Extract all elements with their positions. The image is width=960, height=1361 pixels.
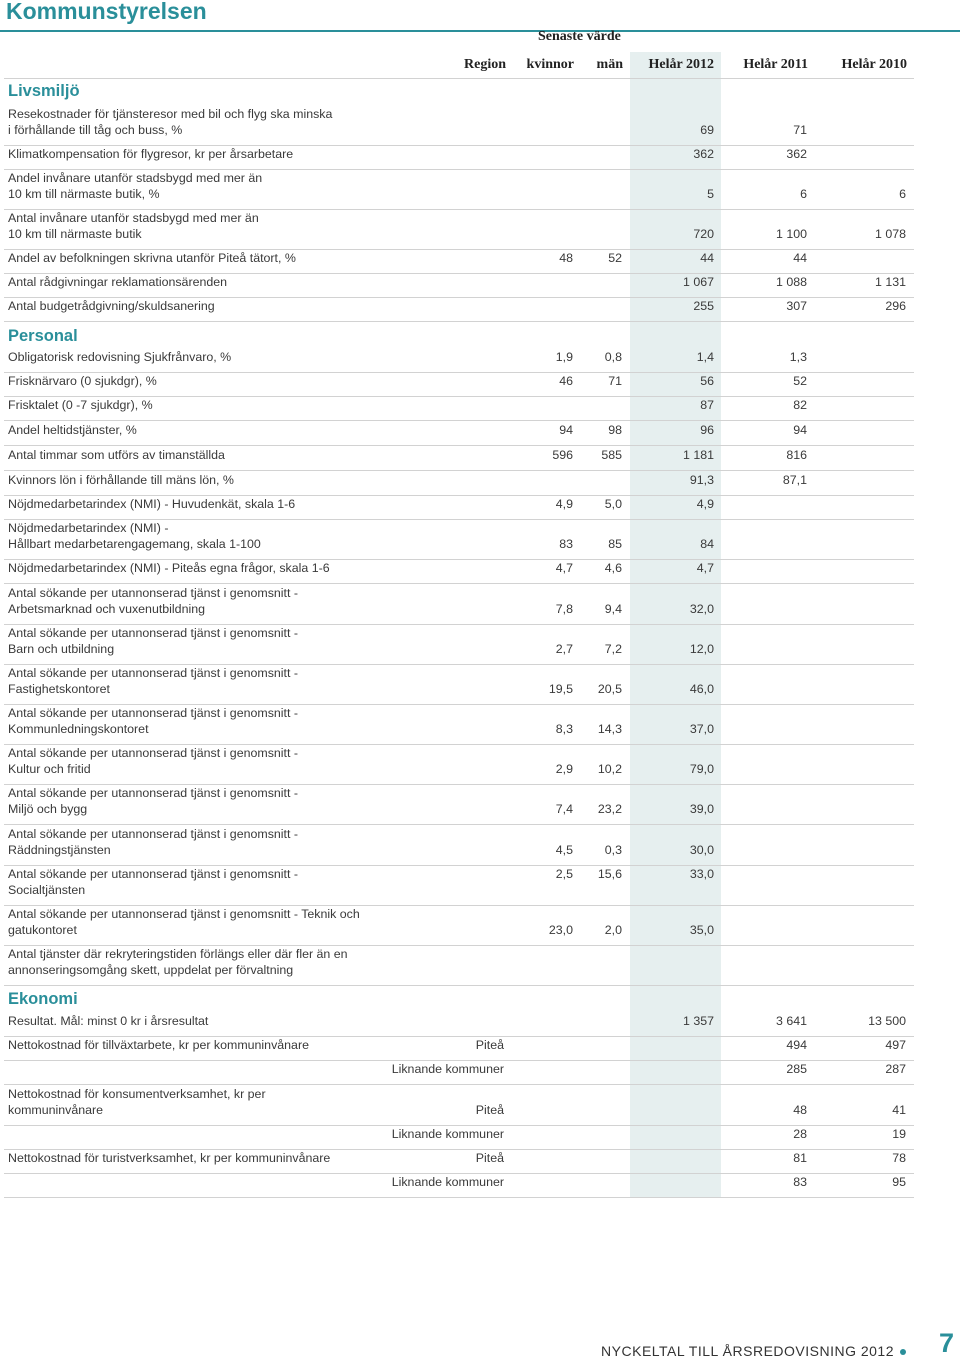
cell-h12: 30,0 [689, 843, 714, 857]
row-label-line: Miljö och bygg [8, 802, 88, 816]
cell-h10: 1 131 [874, 275, 906, 289]
table-row [4, 210, 914, 250]
table-row [4, 1012, 914, 1037]
row-label-line: Frisknärvaro (0 sjukdgr), % [8, 374, 157, 388]
row-label [8, 906, 360, 938]
header-helar-2012: Helår 2012 [648, 57, 714, 72]
row-label-line: Nettokostnad för turistverksamhet, kr per kommuninvånare [8, 1151, 331, 1165]
row-label-line: 10 km till närmaste butik, % [8, 187, 160, 201]
table-row [4, 373, 914, 397]
cell-h11: 494 [786, 1038, 807, 1052]
row-label [8, 785, 298, 817]
cell-kv: 7,8 [555, 602, 573, 616]
cell-kv: 596 [552, 448, 573, 462]
cell-man: 0,8 [604, 350, 622, 364]
cell-region: Liknande kommuner [391, 1175, 504, 1189]
row-label-line: Antal budgetrådgivning/skuldsanering [8, 299, 215, 313]
cell-man: 5,0 [604, 497, 622, 511]
row-label [8, 472, 234, 488]
header-kvinnor: kvinnor [526, 57, 574, 72]
cell-region: Liknande kommuner [391, 1062, 504, 1076]
row-label-line: Antal invånare utanför stadsbygd med mer än [8, 211, 259, 225]
cell-man: 14,3 [597, 722, 622, 736]
cell-h11: 83 [793, 1175, 807, 1189]
row-label-line: Hållbart medarbetarengagemang, skala 1-100 [8, 537, 261, 551]
cell-h12: 362 [693, 147, 714, 161]
cell-h11: 48 [793, 1103, 807, 1117]
cell-h10: 13 500 [868, 1014, 906, 1028]
cell-h12: 46,0 [689, 682, 714, 696]
table-row [4, 584, 914, 625]
header-man: män [596, 57, 623, 72]
row-label [8, 349, 231, 365]
cell-h12: 4,7 [696, 561, 714, 575]
table-row [4, 665, 914, 705]
row-label-line: Antal sökande per utannonserad tjänst i genomsnitt - [8, 786, 298, 800]
cell-man: 585 [601, 448, 622, 462]
cell-region: Piteå [475, 1103, 504, 1117]
table-row [4, 446, 914, 471]
row-label-line: Antal sökande per utannonserad tjänst i genomsnitt - [8, 706, 298, 720]
row-label-line: Antal sökande per utannonserad tjänst i genomsnitt - [8, 827, 298, 841]
table-row [4, 520, 914, 560]
cell-kv: 19,5 [548, 682, 573, 696]
row-label [8, 250, 296, 266]
cell-man: 20,5 [597, 682, 622, 696]
table-row [4, 421, 914, 446]
table-row [4, 274, 914, 298]
row-label [8, 146, 293, 162]
table-row [4, 105, 914, 146]
cell-h12: 1 067 [682, 275, 714, 289]
row-label [8, 665, 298, 697]
row-label-line: Nöjdmedarbetarindex (NMI) - [8, 521, 169, 535]
row-label [8, 946, 348, 978]
row-label-line: Resekostnader för tjänsteresor med bil och flyg ska minska [8, 107, 333, 121]
row-label-line: Antal sökande per utannonserad tjänst i genomsnitt - Teknik och [8, 907, 360, 921]
section-title: Personal [8, 327, 78, 345]
cell-h12: 91,3 [689, 473, 714, 487]
row-label-line: Antal tjänster där rekryteringstiden förlängs eller där fler än en [8, 947, 348, 961]
cell-h11: 52 [793, 374, 807, 388]
header-senaste-varde: Senaste värde [538, 29, 621, 44]
cell-h11: 81 [793, 1151, 807, 1165]
table-row [4, 1085, 914, 1126]
table-row [4, 471, 914, 496]
footer-dot-icon [900, 1349, 906, 1355]
cell-h11: 28 [793, 1127, 807, 1141]
row-label-line: Kommunledningskontoret [8, 722, 149, 736]
section-title: Livsmiljö [8, 82, 80, 100]
table-row [4, 496, 914, 520]
row-label [8, 496, 295, 512]
cell-kv: 7,4 [555, 802, 573, 816]
row-label [8, 397, 153, 413]
row-label [8, 866, 298, 898]
cell-h11: 3 641 [775, 1014, 807, 1028]
table-row [4, 625, 914, 665]
row-label-line: 10 km till närmaste butik [8, 227, 142, 241]
row-label-line: Obligatorisk redovisning Sjukfrånvaro, % [8, 350, 232, 364]
table-row [4, 1126, 914, 1150]
row-label-line: Nettokostnad för tillväxtarbete, kr per kommuninvånare [8, 1038, 309, 1052]
cell-h12: 4,9 [696, 497, 714, 511]
cell-h11: 44 [793, 251, 807, 265]
cell-h12: 69 [700, 123, 714, 137]
row-label-line: kommuninvånare [8, 1103, 104, 1117]
table-row [4, 825, 914, 866]
row-label-line: Antal sökande per utannonserad tjänst i genomsnitt - [8, 746, 298, 760]
cell-kv: 2,7 [555, 642, 573, 656]
row-label-line: Räddningstjänsten [8, 843, 111, 857]
row-label [8, 210, 259, 242]
row-label-line: Antal timmar som utförs av timanställda [8, 448, 225, 462]
row-label-line: annonseringsomgång skett, uppdelat per förvaltning [8, 963, 294, 977]
page-title: Kommunstyrelsen [6, 0, 207, 24]
row-label [8, 1037, 309, 1053]
table-row [4, 1150, 914, 1174]
cell-kv: 48 [559, 251, 573, 265]
cell-man: 98 [608, 423, 622, 437]
row-label-line: Antal rådgivningar reklamationsärenden [8, 275, 228, 289]
cell-kv: 4,7 [555, 561, 573, 575]
row-label-line: Fastighetskontoret [8, 682, 110, 696]
table-row [4, 1061, 914, 1085]
cell-man: 52 [608, 251, 622, 265]
cell-kv: 83 [559, 537, 573, 551]
cell-h12: 96 [700, 423, 714, 437]
cell-kv: 2,9 [555, 762, 573, 776]
cell-h12: 79,0 [689, 762, 714, 776]
cell-h11: 816 [786, 448, 807, 462]
cell-h12: 5 [707, 187, 714, 201]
cell-kv: 23,0 [548, 923, 573, 937]
row-label [8, 560, 330, 576]
cell-h12: 56 [700, 374, 714, 388]
row-label [8, 274, 227, 290]
cell-h12: 37,0 [689, 722, 714, 736]
cell-h11: 307 [786, 299, 807, 313]
cell-h12: 1 357 [682, 1014, 714, 1028]
page-number: 7 [938, 1328, 954, 1358]
cell-man: 85 [608, 537, 622, 551]
cell-h10: 78 [892, 1151, 906, 1165]
cell-h11: 71 [793, 123, 807, 137]
header-helar-2010: Helår 2010 [841, 57, 907, 72]
cell-man: 10,2 [597, 762, 622, 776]
cell-region: Piteå [475, 1038, 504, 1052]
row-label-line: Andel invånare utanför stadsbygd med mer än [8, 171, 263, 185]
cell-h10: 95 [892, 1175, 906, 1189]
row-label-line: gatukontoret [8, 923, 77, 937]
row-label-line: Nöjdmedarbetarindex (NMI) - Huvudenkät, skala 1-6 [8, 497, 296, 511]
row-label-line: Barn och utbildning [8, 642, 115, 656]
cell-man: 7,2 [604, 642, 622, 656]
table-row [4, 250, 914, 274]
section-title: Ekonomi [8, 990, 78, 1008]
cell-h10: 287 [885, 1062, 906, 1076]
footer-text: NYCKELTAL TILL ÅRSREDOVISNING 2012 [601, 1343, 894, 1359]
row-label [8, 1150, 330, 1166]
cell-h10: 296 [885, 299, 906, 313]
cell-h11: 362 [786, 147, 807, 161]
table-row [4, 705, 914, 745]
cell-kv: 94 [559, 423, 573, 437]
row-label [8, 705, 298, 737]
row-label [8, 170, 262, 202]
row-label-line: Kultur och fritid [8, 762, 91, 776]
table-row [4, 146, 914, 170]
table-row [4, 946, 914, 986]
footer [601, 1343, 906, 1359]
cell-h11: 87,1 [782, 473, 807, 487]
cell-man: 71 [608, 374, 622, 388]
row-label [8, 422, 137, 438]
row-label-line: Arbetsmarknad och vuxenutbildning [8, 602, 205, 616]
row-label-line: Antal sökande per utannonserad tjänst i genomsnitt - [8, 586, 298, 600]
cell-kv: 4,5 [555, 843, 573, 857]
table-row [4, 906, 914, 946]
row-label-line: Antal sökande per utannonserad tjänst i genomsnitt - [8, 867, 298, 881]
row-label [8, 106, 332, 138]
cell-h12: 33,0 [689, 867, 714, 881]
cell-h11: 94 [793, 423, 807, 437]
row-label [8, 745, 298, 777]
cell-man: 4,6 [604, 561, 622, 575]
cell-h10: 1 078 [874, 227, 906, 241]
header-helar-2011: Helår 2011 [743, 57, 808, 72]
row-label [8, 520, 261, 552]
table-row [4, 298, 914, 322]
cell-man: 15,6 [597, 867, 622, 881]
cell-h12: 1,4 [696, 350, 714, 364]
cell-h12: 87 [700, 398, 714, 412]
cell-h11: 82 [793, 398, 807, 412]
cell-h12: 35,0 [689, 923, 714, 937]
table-row [4, 1037, 914, 1061]
cell-h11: 1,3 [789, 350, 807, 364]
row-label [8, 1013, 208, 1029]
table-row [4, 170, 914, 210]
row-label-line: Frisktalet (0 -7 sjukdgr), % [8, 398, 153, 412]
cell-h12: 1 181 [682, 448, 714, 462]
cell-h12: 255 [693, 299, 714, 313]
row-label-line: Kvinnors lön i förhållande till mäns lön, % [8, 473, 234, 487]
cell-h10: 41 [892, 1103, 906, 1117]
table-row [4, 785, 914, 825]
row-label [8, 447, 225, 463]
row-label-line: Resultat. Mål: minst 0 kr i årsresultat [8, 1014, 209, 1028]
row-label [8, 625, 298, 657]
cell-h11: 285 [786, 1062, 807, 1076]
cell-h11: 6 [800, 187, 807, 201]
row-label [8, 585, 298, 617]
cell-kv: 2,5 [555, 867, 573, 881]
cell-h12: 12,0 [689, 642, 714, 656]
cell-h11: 1 088 [775, 275, 807, 289]
table-row [4, 397, 914, 421]
cell-man: 2,0 [604, 923, 622, 937]
cell-h11: 1 100 [775, 227, 807, 241]
row-label-line: Andel heltidstjänster, % [8, 423, 137, 437]
cell-h12: 39,0 [689, 802, 714, 816]
row-label-line: Antal sökande per utannonserad tjänst i genomsnitt - [8, 666, 298, 680]
cell-h10: 497 [885, 1038, 906, 1052]
cell-region: Liknande kommuner [391, 1127, 504, 1141]
title-rule [0, 30, 960, 32]
row-label [8, 298, 215, 314]
cell-h10: 19 [892, 1127, 906, 1141]
cell-h12: 720 [693, 227, 714, 241]
cell-man: 0,3 [604, 843, 622, 857]
row-label [8, 1086, 266, 1118]
header-region: Region [464, 57, 506, 72]
cell-region: Piteå [475, 1151, 504, 1165]
table-row [4, 745, 914, 785]
cell-kv: 1,9 [555, 350, 573, 364]
cell-kv: 46 [559, 374, 573, 388]
cell-h10: 6 [899, 187, 906, 201]
row-label-line: Nettokostnad för konsumentverksamhet, kr per [8, 1087, 266, 1101]
table-row [4, 348, 914, 373]
cell-kv: 4,9 [555, 497, 573, 511]
cell-kv: 8,3 [555, 722, 573, 736]
table-row [4, 866, 914, 906]
row-label-line: Nöjdmedarbetarindex (NMI) - Piteås egna frågor, skala 1-6 [8, 561, 330, 575]
row-label-line: Andel av befolkningen skrivna utanför Piteå tätort, % [8, 251, 296, 265]
cell-man: 9,4 [604, 602, 622, 616]
header-rule [4, 78, 914, 79]
row-label-line: Klimatkompensation för flygresor, kr per årsarbetare [8, 147, 294, 161]
table-row [4, 560, 914, 584]
row-label-line: i förhållande till tåg och buss, % [8, 123, 183, 137]
row-label [8, 373, 157, 389]
cell-h12: 84 [700, 537, 714, 551]
row-label [8, 826, 298, 858]
cell-h12: 44 [700, 251, 714, 265]
table-row [4, 1174, 914, 1198]
row-label-line: Socialtjänsten [8, 883, 86, 897]
cell-h12: 32,0 [689, 602, 714, 616]
cell-man: 23,2 [597, 802, 622, 816]
row-label-line: Antal sökande per utannonserad tjänst i genomsnitt - [8, 626, 298, 640]
